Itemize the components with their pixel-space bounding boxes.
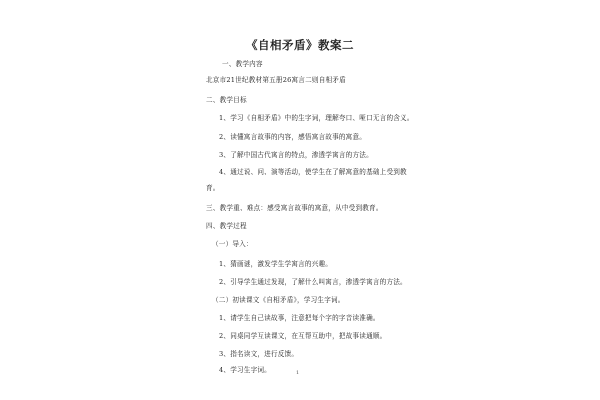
text-line: 育。 xyxy=(206,184,220,192)
list-item: 1、学习《自相矛盾》中的生字词，理解夸口、哑口无言的含义。 xyxy=(219,114,414,122)
list-item: 4、学习生字词。 xyxy=(219,366,271,374)
list-item: 1、猜画谜，激发学生学寓言的兴趣。 xyxy=(219,260,333,268)
subsection-heading: （一）导入： xyxy=(212,240,253,248)
document-title: 《自相矛盾》教案二 xyxy=(246,38,354,52)
list-item: 2、同桌同学互读课文，在互帮互助中，把故事读通顺。 xyxy=(219,332,387,340)
text-line: 北京市21世纪教材第五册26寓言二则自相矛盾 xyxy=(206,76,346,84)
list-item: 3、了解中国古代寓言的特点，渗透学寓言的方法。 xyxy=(219,151,373,159)
list-item: 1、请学生自己读故事，注意把每个字的字音读准确。 xyxy=(219,314,380,322)
section-heading-key-points: 三、教学重、难点：感受寓言故事的寓意，从中受到教育。 xyxy=(206,204,383,212)
section-heading-process: 四、教学过程 xyxy=(206,222,247,230)
section-heading-content: 一、教学内容 xyxy=(222,60,263,68)
list-item: 2、读懂寓言故事的内容，感悟寓言故事的寓意。 xyxy=(219,133,367,141)
list-item: 2、引导学生通过发现，了解什么叫寓言，渗透学寓言的方法。 xyxy=(219,278,407,286)
section-heading-objectives: 二、教学目标 xyxy=(206,96,247,104)
list-item: 3、指名读文，进行反馈。 xyxy=(219,350,299,358)
page-number: 1 xyxy=(296,370,300,376)
list-item: 4、通过说、问、演等活动，使学生在了解寓意的基础上受到教 xyxy=(219,168,407,176)
subsection-heading: （二）初读课文《自相矛盾》，学习生字词。 xyxy=(212,296,345,304)
